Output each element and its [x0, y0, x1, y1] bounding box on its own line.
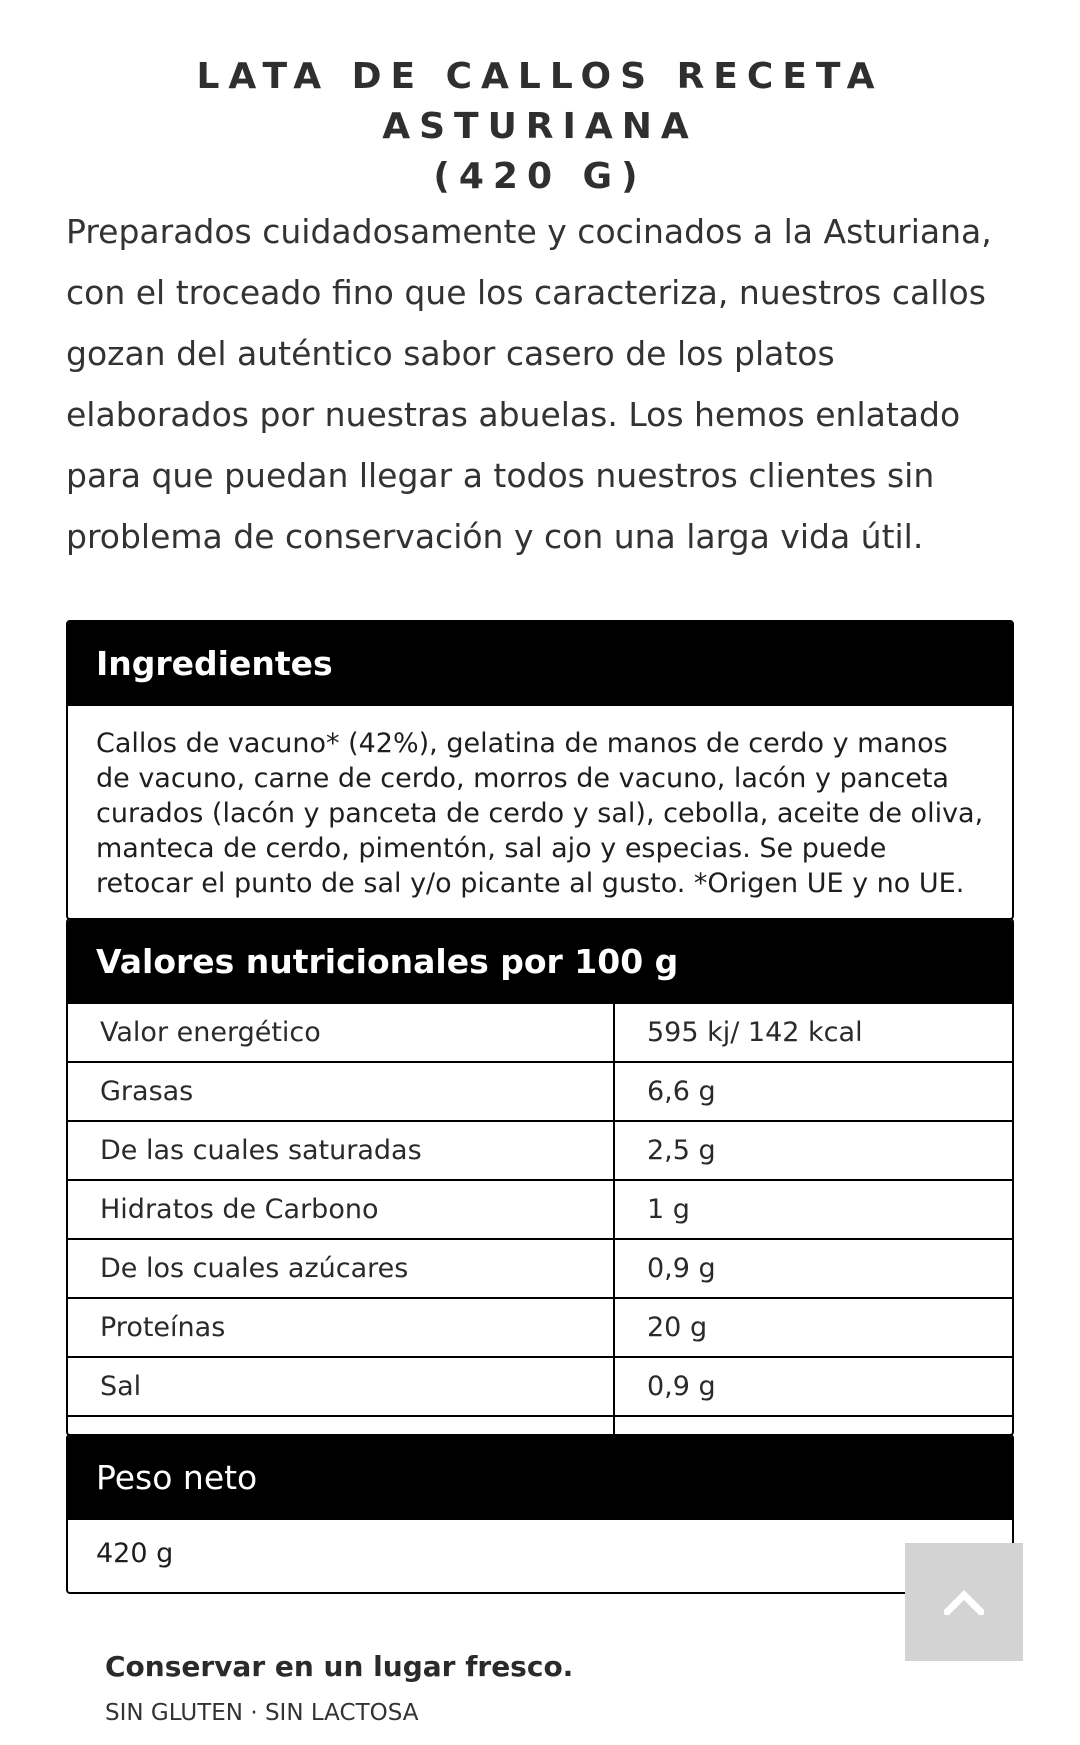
nutrient-label: Grasas [68, 1062, 614, 1121]
ingredients-text: Callos de vacuno* (42%), gelatina de manos de cerdo y manos de vacuno, carne de cerdo, morros de vacuno, lacón y panceta curados (lacón y panceta de cerdo y sal), cebolla, aceite de oliva, manteca de cerdo, pimentón, sal ajo y especias. Se puede retocar el punto de sal y/o picante al gusto. *Origen UE y no UE. [96, 728, 984, 899]
empty-cell [614, 1416, 1012, 1436]
table-row-empty [68, 1416, 1012, 1436]
nutrient-value: 0,9 g [614, 1357, 1012, 1416]
storage-instructions: Conservar en un lugar fresco. [105, 1650, 574, 1683]
net-weight-header: Peso neto [68, 1436, 1012, 1520]
chevron-up-icon [944, 1589, 984, 1615]
nutrition-header: Valores nutricionales por 100 g [68, 920, 1012, 1004]
nutrition-table [68, 1004, 1012, 1436]
product-description: Preparados cuidadosamente y cocinados a la Asturiana, con el troceado fino que los caracteriza, nuestros callos gozan del auténtico sabor casero de los platos elaborados por nuestras abuelas. Los hemos enlatado para que puedan llegar a todos nuestros clientes sin problema de conservación y con una larga vida útil. [66, 212, 992, 556]
table-row [68, 1121, 1012, 1180]
net-weight-value: 420 g [96, 1538, 174, 1569]
product-title-line2: (420 G) [433, 156, 647, 197]
nutrient-label: Valor energético [68, 1004, 614, 1062]
nutrient-value: 20 g [614, 1298, 1012, 1357]
nutrient-value: 595 kj/ 142 kcal [614, 1004, 1012, 1062]
ingredients-header: Ingredientes [68, 622, 1012, 706]
nutrition-section [66, 918, 1014, 1436]
product-title [60, 52, 1020, 202]
nutrient-value: 0,9 g [614, 1239, 1012, 1298]
empty-cell [68, 1416, 614, 1436]
product-title-line1: LATA DE CALLOS RECETA ASTURIANA [196, 56, 884, 147]
table-row [68, 1004, 1012, 1062]
nutrient-label: De los cuales azúcares [68, 1239, 614, 1298]
nutrient-value: 1 g [614, 1180, 1012, 1239]
nutrient-label: Sal [68, 1357, 614, 1416]
table-row [68, 1239, 1012, 1298]
table-row [68, 1357, 1012, 1416]
scroll-to-top-button[interactable] [905, 1543, 1023, 1661]
nutrient-label: De las cuales saturadas [68, 1121, 614, 1180]
table-row [68, 1298, 1012, 1357]
table-row [68, 1062, 1012, 1121]
nutrient-label: Proteínas [68, 1298, 614, 1357]
net-weight-section [66, 1434, 1014, 1594]
nutrient-value: 2,5 g [614, 1121, 1012, 1180]
ingredients-section [66, 620, 1014, 920]
nutrient-value: 6,6 g [614, 1062, 1012, 1121]
table-row [68, 1180, 1012, 1239]
nutrient-label: Hidratos de Carbono [68, 1180, 614, 1239]
dietary-tags: SIN GLUTEN · SIN LACTOSA [105, 1700, 419, 1726]
